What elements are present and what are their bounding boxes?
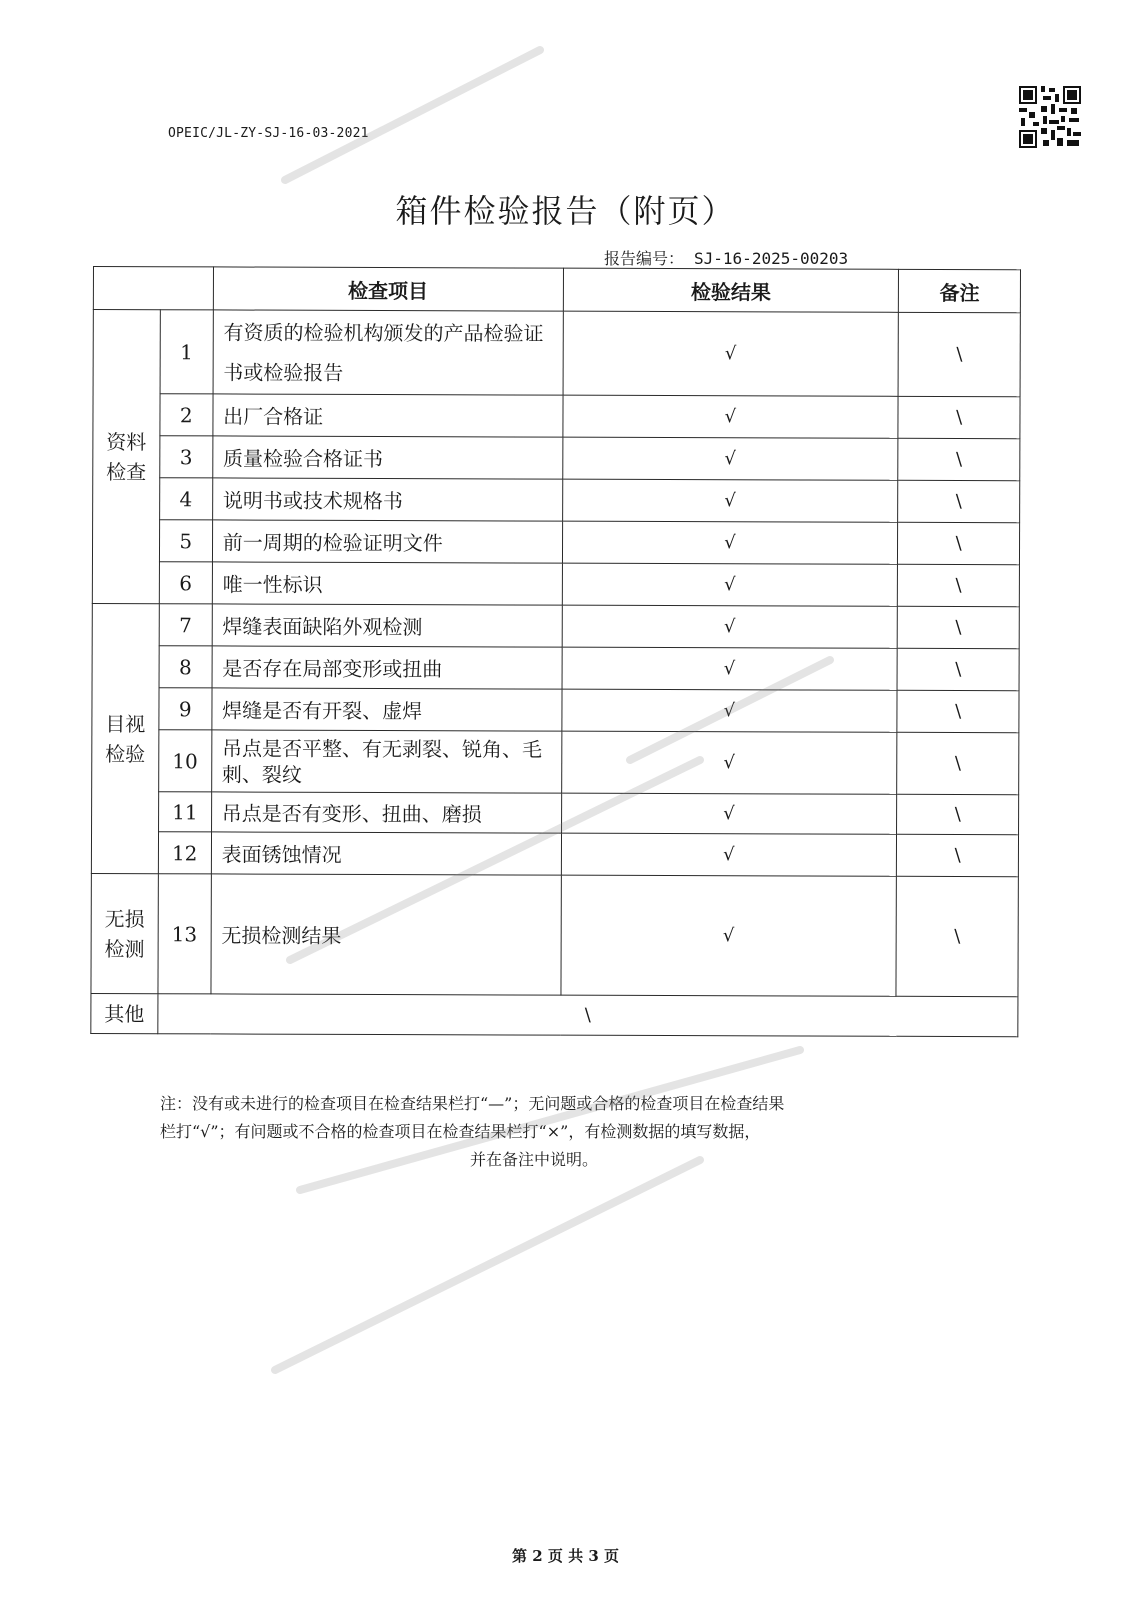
row-result: √ [562, 605, 898, 648]
row-item: 前一周期的检验证明文件 [212, 520, 562, 563]
row-remark: \ [898, 522, 1020, 564]
table-row [91, 831, 1018, 876]
row-number: 10 [158, 730, 211, 792]
row-remark: \ [897, 834, 1019, 876]
doc-code: OPEIC/JL-ZY-SJ-16-03-2021 [168, 126, 369, 141]
row-result: √ [561, 793, 897, 834]
report-number [604, 246, 848, 269]
table-row [92, 645, 1019, 690]
row-remark: \ [897, 648, 1019, 690]
group-name: 资料 检查 [92, 310, 160, 604]
row-item: 质量检验合格证书 [212, 436, 562, 479]
table-row [92, 603, 1019, 648]
row-remark: \ [898, 396, 1020, 438]
table-header-row [93, 267, 1020, 313]
row-remark: \ [898, 564, 1020, 606]
row-number: 3 [160, 436, 213, 478]
row-item: 无损检测结果 [211, 874, 561, 995]
group-name: 目视 检验 [91, 603, 159, 873]
table-row [92, 687, 1019, 732]
table-row [93, 478, 1020, 523]
row-item: 焊缝是否有开裂、虚焊 [212, 688, 562, 731]
table-row [92, 520, 1019, 565]
report-number-label: 报告编号： [604, 249, 685, 268]
table-row [93, 310, 1020, 397]
footnote-line-2: 栏打“√”；有问题或不合格的检查项目在检查结果栏打“×”，有检测数据的填写数据， [160, 1122, 761, 1141]
table-row [91, 873, 1018, 996]
row-result: √ [561, 689, 897, 732]
row-result: √ [562, 479, 898, 522]
group-name: 无损 检测 [91, 873, 158, 993]
footnote [160, 1090, 960, 1174]
row-item: 有资质的检验机构颁发的产品检验证书或检验报告 [213, 310, 563, 395]
report-number-value: SJ-16-2025-00203 [694, 249, 849, 268]
footnote-line-1: 注：没有或未进行的检查项目在检查结果栏打“—”；无问题或合格的检查项目在检查结果 [160, 1094, 785, 1113]
row-number: 4 [159, 478, 212, 520]
table-row [92, 561, 1019, 606]
header-result: 检验结果 [563, 268, 899, 312]
row-number: 12 [158, 832, 211, 874]
row-remark: \ [896, 876, 1018, 996]
row-result: √ [562, 395, 898, 438]
row-number: 8 [159, 646, 212, 688]
row-result: √ [562, 647, 898, 690]
row-remark: \ [897, 690, 1019, 732]
row-remark: \ [898, 312, 1020, 396]
row-item: 说明书或技术规格书 [212, 478, 562, 521]
row-result: √ [561, 731, 897, 794]
qr-code-icon [1017, 84, 1083, 150]
row-result: √ [561, 833, 897, 876]
row-item: 唯一性标识 [212, 562, 562, 605]
row-item: 表面锈蚀情况 [211, 832, 561, 875]
row-result: √ [562, 437, 898, 480]
table-row [93, 436, 1020, 481]
footnote-line-3: 并在备注中说明。 [470, 1150, 599, 1169]
row-remark: \ [897, 794, 1019, 834]
row-result: √ [561, 875, 897, 996]
table-row [93, 394, 1020, 439]
header-item: 检查项目 [213, 267, 563, 311]
row-result: √ [562, 521, 898, 564]
other-row [91, 993, 1018, 1036]
other-label: 其他 [91, 993, 158, 1033]
row-number: 2 [160, 394, 213, 436]
table-row [92, 729, 1019, 794]
row-remark: \ [897, 732, 1019, 794]
row-number: 5 [159, 520, 212, 562]
page-number: 第 2 页 共 3 页 [512, 1547, 619, 1565]
row-remark: \ [898, 438, 1020, 480]
row-item: 焊缝表面缺陷外观检测 [212, 604, 562, 647]
row-number: 1 [160, 310, 213, 394]
other-value: \ [158, 994, 1018, 1037]
row-number: 13 [158, 874, 211, 994]
row-item: 出厂合格证 [213, 394, 563, 437]
row-number: 11 [158, 792, 211, 832]
inspection-table [90, 266, 1021, 1037]
row-number: 6 [159, 562, 212, 604]
page-title: 箱件检验报告（附页） [395, 192, 736, 230]
row-remark: \ [898, 480, 1020, 522]
row-item: 吊点是否平整、有无剥裂、锐角、毛刺、裂纹 [211, 730, 561, 793]
header-remark: 备注 [899, 269, 1021, 312]
row-number: 9 [159, 688, 212, 730]
row-remark: \ [898, 606, 1020, 648]
row-number: 7 [159, 604, 212, 646]
row-result: √ [563, 311, 899, 396]
row-result: √ [562, 563, 898, 606]
row-item: 吊点是否有变形、扭曲、磨损 [211, 792, 561, 833]
table-row [92, 791, 1019, 834]
row-item: 是否存在局部变形或扭曲 [212, 646, 562, 689]
header-blank-cell [93, 267, 213, 310]
